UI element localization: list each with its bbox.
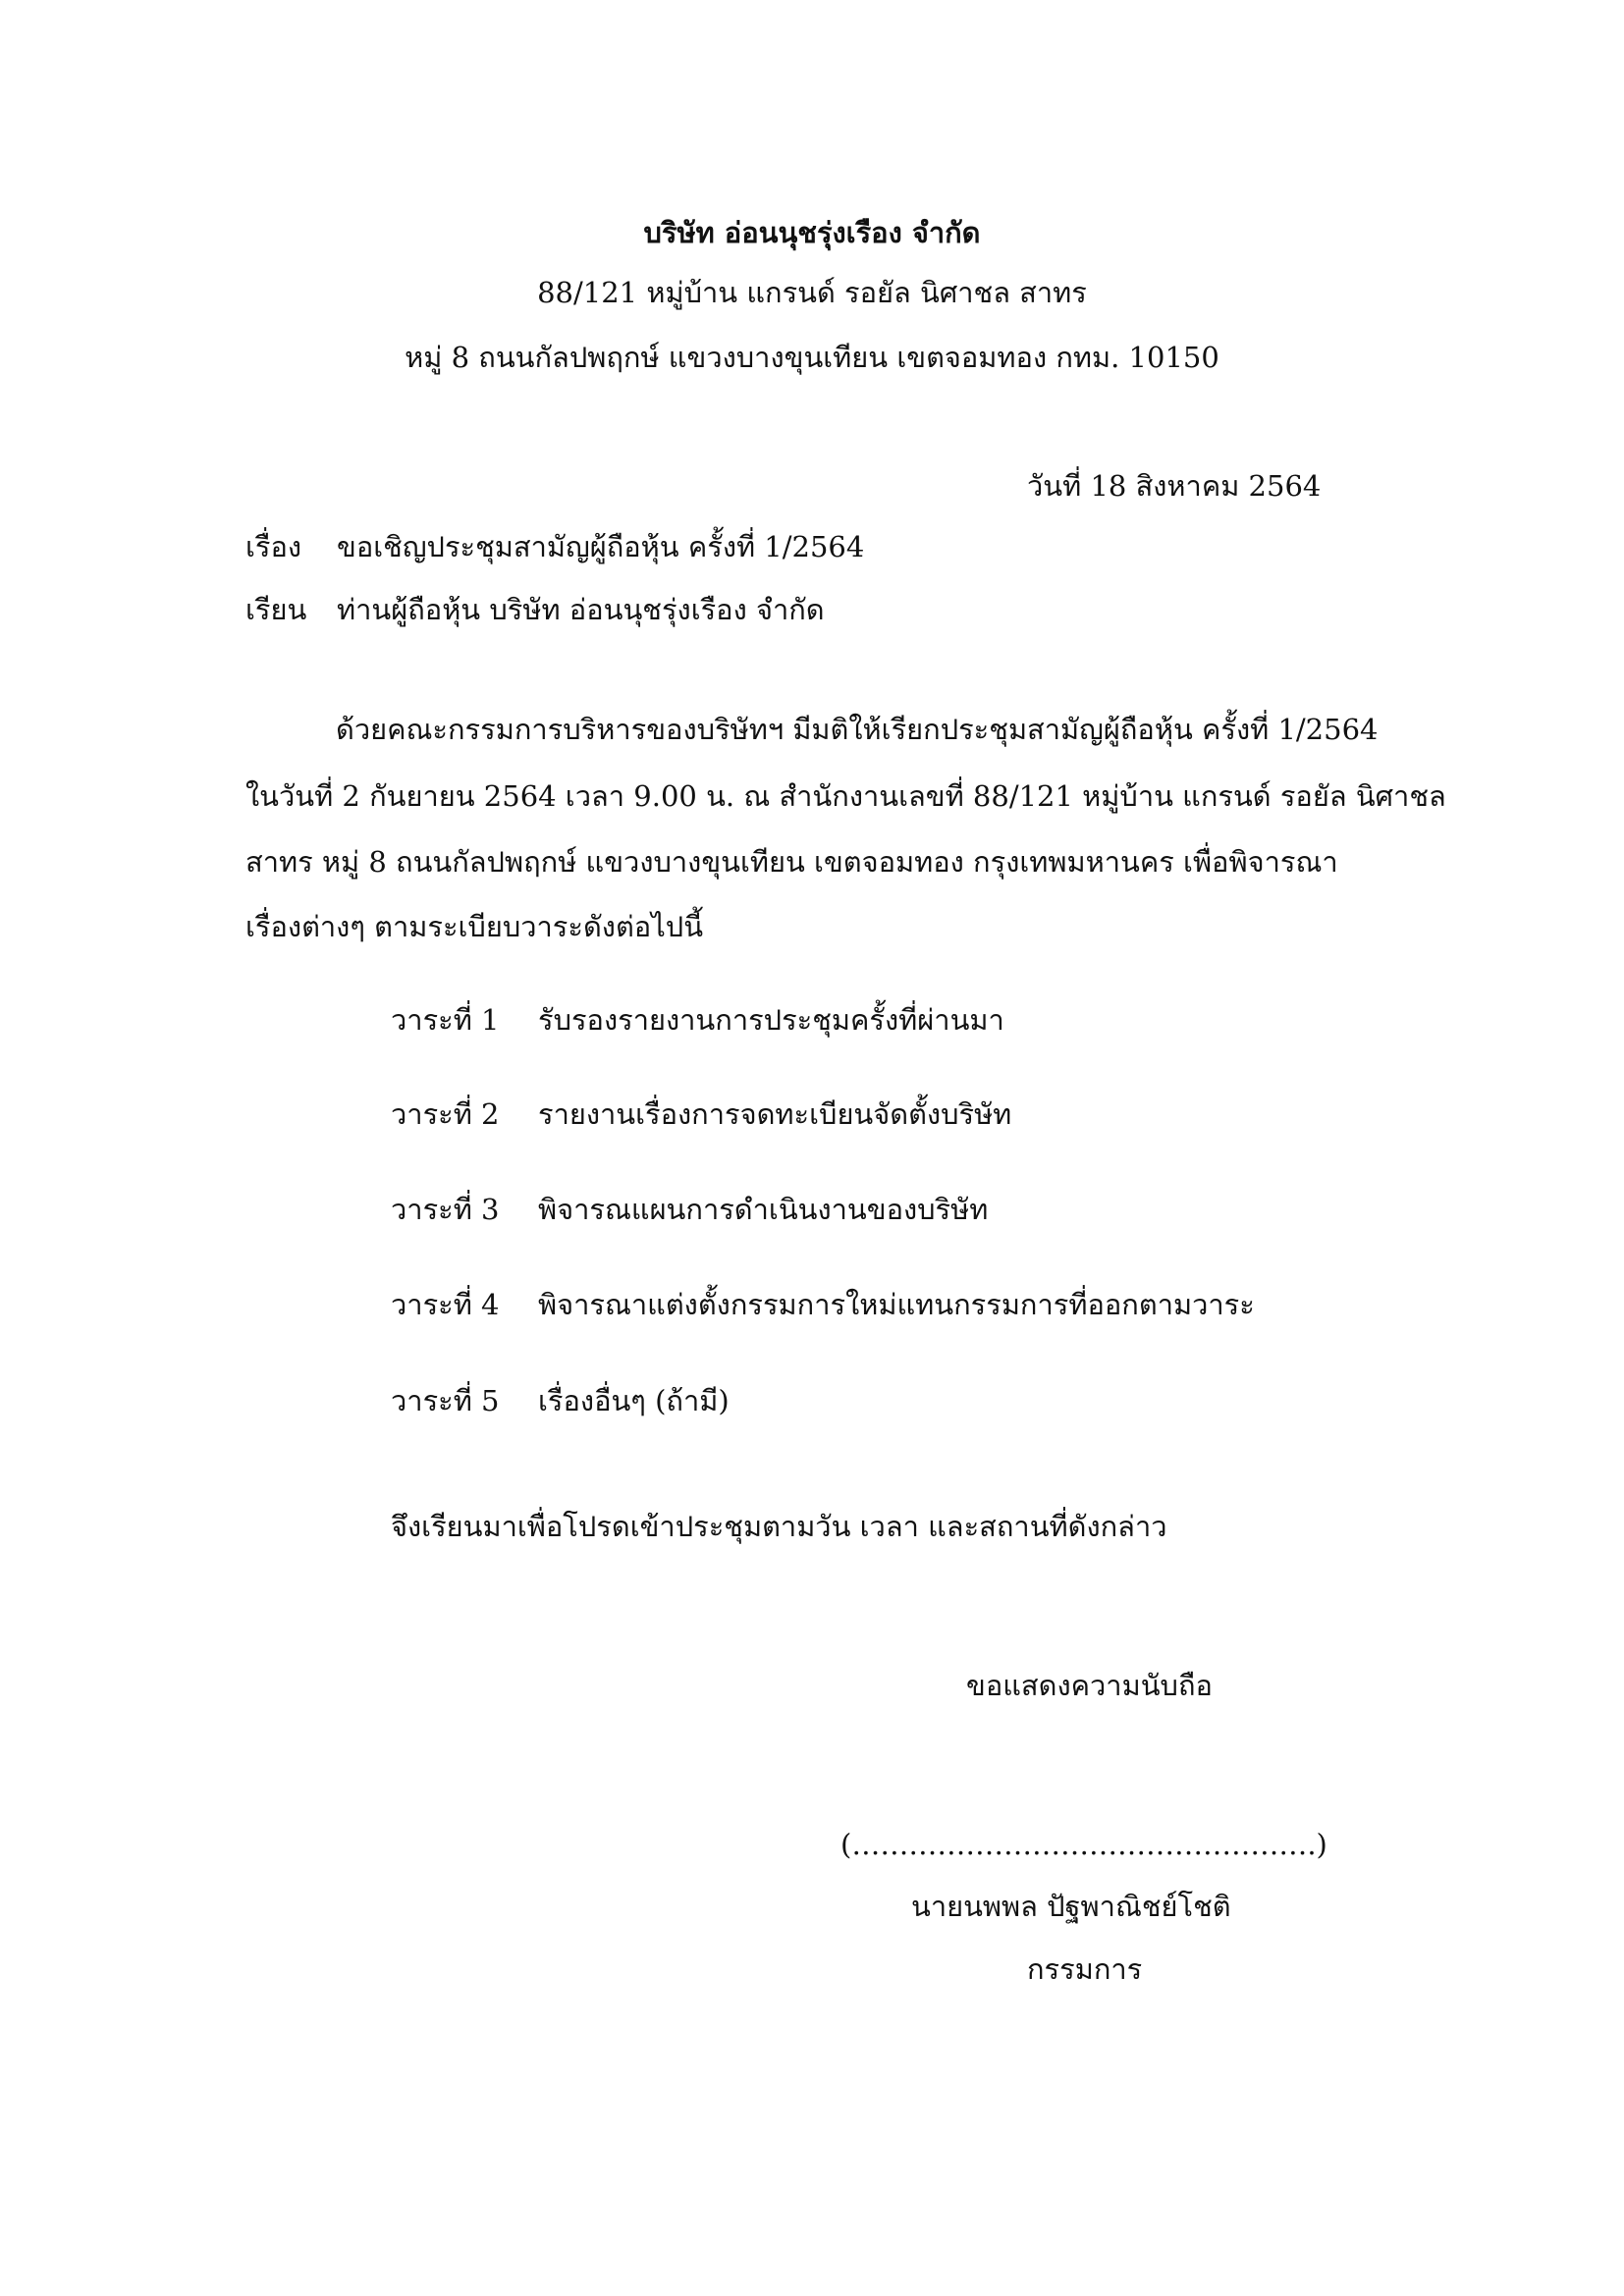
- company-address-line2: หมู่ 8 ถนนกัลปพฤกษ์ แขวงบางขุนเทียน เขตจอมทอง กทม. 10150: [405, 341, 1219, 374]
- agenda-item-1-label: วาระที่ 1: [391, 1003, 500, 1037]
- agenda-item-3-label: วาระที่ 3: [391, 1193, 500, 1226]
- body-paragraph-line-2: ในวันที่ 2 กันยายน 2564 เวลา 9.00 น. ณ สำนักงานเลขที่ 88/121 หมู่บ้าน แกรนด์ รอยัล นิศาชล: [245, 779, 1446, 813]
- company-name: บริษัท อ่อนนุชรุ่งเรือง จำกัด: [643, 216, 981, 249]
- agenda-item-3-text: พิจารณแผนการดำเนินงานของบริษัท: [538, 1193, 989, 1226]
- recipient-value: ท่านผู้ถือหุ้น บริษัท อ่อนนุชรุ่งเรือง จำกัด: [337, 593, 825, 626]
- company-address-line1: 88/121 หมู่บ้าน แกรนด์ รอยัล นิศาชล สาทร: [537, 276, 1087, 309]
- signer-name: นายนพพล ปัฐพาณิชย์โชติ: [911, 1890, 1231, 1923]
- agenda-item-1-text: รับรองรายงานการประชุมครั้งที่ผ่านมา: [538, 1003, 1004, 1037]
- closing-sentence: จึงเรียนมาเพื่อโปรดเข้าประชุมตามวัน เวลา และสถานที่ดังกล่าว: [391, 1510, 1167, 1543]
- agenda-item-2-label: วาระที่ 2: [391, 1097, 500, 1131]
- body-paragraph-line-1: ด้วยคณะกรรมการบริหารของบริษัทฯ มีมติให้เรียกประชุมสามัญผู้ถือหุ้น ครั้งที่ 1/2564: [336, 713, 1379, 746]
- subject-label: เรื่อง: [245, 530, 302, 563]
- agenda-item-5-label: วาระที่ 5: [391, 1384, 500, 1417]
- subject-value: ขอเชิญประชุมสามัญผู้ถือหุ้น ครั้งที่ 1/2564: [337, 530, 865, 563]
- agenda-item-4-text: พิจารณาแต่งตั้งกรรมการใหม่แทนกรรมการที่ออกตามวาระ: [538, 1288, 1255, 1321]
- agenda-item-2-text: รายงานเรื่องการจดทะเบียนจัดตั้งบริษัท: [538, 1097, 1012, 1131]
- document-date: วันที่ 18 สิงหาคม 2564: [1027, 469, 1322, 503]
- signature-line: (………………………………………….): [840, 1828, 1327, 1861]
- signer-position: กรรมการ: [1027, 1952, 1143, 1986]
- agenda-item-5-text: เรื่องอื่นๆ (ถ้ามี): [538, 1384, 730, 1417]
- regards-text: ขอแสดงความนับถือ: [966, 1669, 1213, 1702]
- agenda-item-4-label: วาระที่ 4: [391, 1288, 500, 1321]
- body-paragraph-line-4: เรื่องต่างๆ ตามระเบียบวาระดังต่อไปนี้: [245, 910, 704, 943]
- recipient-label: เรียน: [245, 593, 307, 626]
- body-paragraph-line-3: สาทร หมู่ 8 ถนนกัลปพฤกษ์ แขวงบางขุนเทียน เขตจอมทอง กรุงเทพมหานคร เพื่อพิจารณา: [245, 845, 1338, 879]
